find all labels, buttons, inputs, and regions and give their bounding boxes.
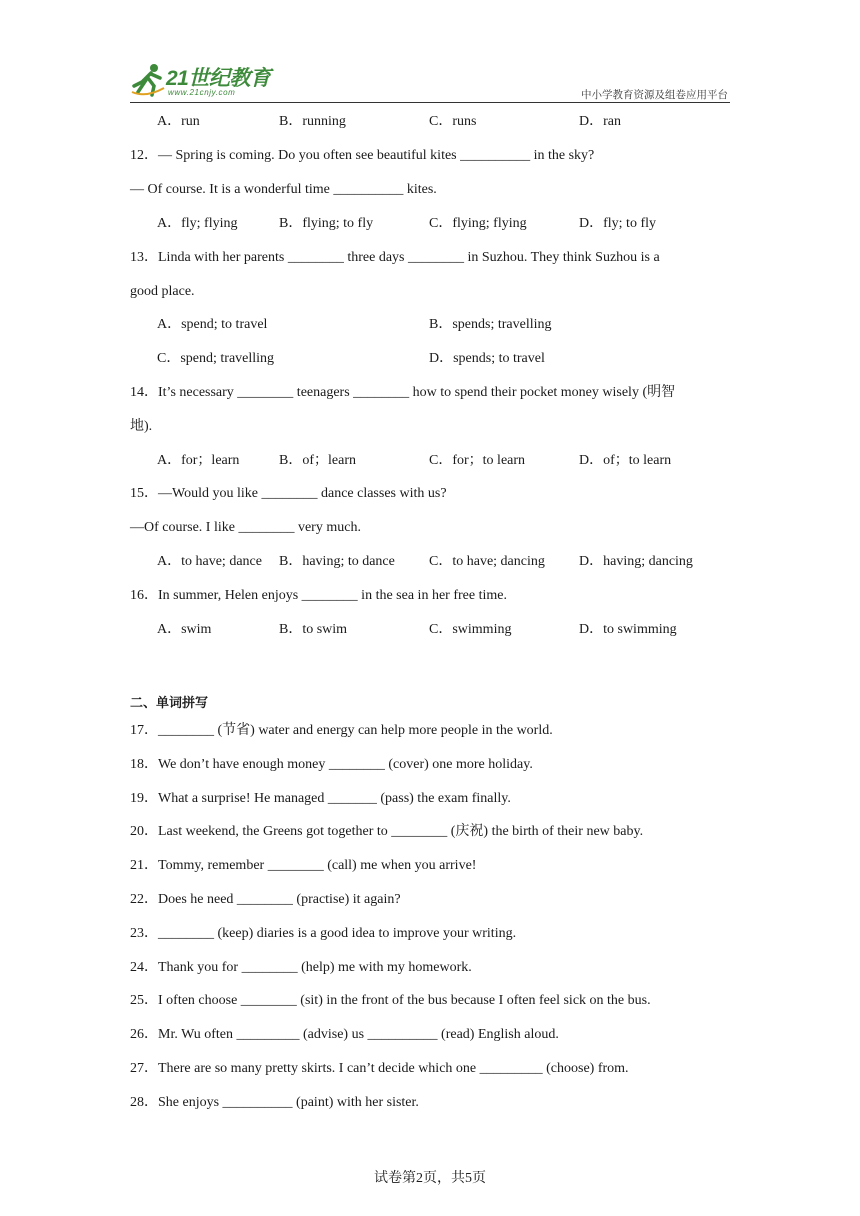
question-19: 19．What a surprise! He managed _______ (pass) the exam finally.: [130, 791, 511, 806]
logo-text: 21世纪教育: [166, 67, 271, 90]
q14-option-a: A．for；learn: [157, 453, 240, 468]
q14-option-c: C．for；to learn: [429, 453, 526, 468]
q12-stem-line1: 12．— Spring is coming. Do you often see beautiful kites __________ in the sky?: [130, 148, 595, 163]
q16-option-d: D．to swimming: [579, 622, 677, 637]
q15-option-d: D．having; dancing: [579, 554, 693, 569]
question-25: 25．I often choose ________ (sit) in the front of the bus because I often feel sick on the bus.: [130, 993, 651, 1008]
q12-stem-line2: — Of course. It is a wonderful time __________ kites.: [130, 182, 437, 197]
q14-option-d: D．of；to learn: [579, 453, 672, 468]
q11-option-d: D．ran: [579, 114, 621, 129]
q15-option-b: B．having; to dance: [279, 554, 395, 569]
q15-stem-line1: 15．—Would you like ________ dance classes with us?: [130, 486, 447, 501]
q13-option-c: C．spend; travelling: [157, 351, 275, 366]
page-header: [130, 60, 730, 103]
q13-stem-line2: good place.: [130, 284, 195, 299]
q14-stem-line2: 地).: [130, 419, 153, 434]
q11-option-b: B．running: [279, 114, 346, 129]
q16-option-b: B．to swim: [279, 622, 348, 637]
question-23: 23．________ (keep) diaries is a good idea to improve your writing.: [130, 926, 517, 941]
q11-option-c: C．runs: [429, 114, 477, 129]
q12-option-b: B．flying; to fly: [279, 216, 374, 231]
section-title-spelling: 二、单词拼写: [130, 696, 209, 711]
question-22: 22．Does he need ________ (practise) it again?: [130, 892, 401, 907]
q14-stem-line1: 14．It’s necessary ________ teenagers ________ how to spend their pocket money wisely (明智: [130, 385, 676, 400]
question-24: 24．Thank you for ________ (help) me with my homework.: [130, 960, 472, 975]
runner-logo-icon: [130, 62, 166, 98]
question-21: 21．Tommy, remember ________ (call) me when you arrive!: [130, 858, 477, 873]
platform-name: 中小学教育资源及组卷应用平台: [581, 89, 728, 101]
page-footer: 试卷第2页，共5页: [374, 1171, 486, 1186]
q12-option-c: C．flying; flying: [429, 216, 527, 231]
q13-option-a: A．spend; to travel: [157, 317, 268, 332]
question-17: 17．________ (节省) water and energy can help more people in the world.: [130, 723, 553, 738]
q12-option-a: A．fly; flying: [157, 216, 238, 231]
q15-option-c: C．to have; dancing: [429, 554, 545, 569]
q11-option-a: A．run: [157, 114, 200, 129]
logo-url: www.21cnjy.com: [168, 88, 236, 97]
q15-option-a: A．to have; dance: [157, 554, 262, 569]
q16-option-a: A．swim: [157, 622, 212, 637]
question-27: 27．There are so many pretty skirts. I can’t decide which one _________ (choose) from.: [130, 1061, 629, 1076]
question-18: 18．We don’t have enough money ________ (cover) one more holiday.: [130, 757, 533, 772]
q13-option-b: B．spends; travelling: [429, 317, 552, 332]
q13-option-d: D．spends; to travel: [429, 351, 545, 366]
q14-option-b: B．of；learn: [279, 453, 356, 468]
q16-stem-line1: 16．In summer, Helen enjoys ________ in the sea in her free time.: [130, 588, 507, 603]
site-logo: [130, 60, 290, 100]
question-20: 20．Last weekend, the Greens got together to ________ (庆祝) the birth of their new baby.: [130, 824, 644, 839]
q16-option-c: C．swimming: [429, 622, 512, 637]
q12-option-d: D．fly; to fly: [579, 216, 656, 231]
question-28: 28．She enjoys __________ (paint) with her sister.: [130, 1095, 419, 1110]
question-26: 26．Mr. Wu often _________ (advise) us __________ (read) English aloud.: [130, 1027, 559, 1042]
q15-stem-line2: —Of course. I like ________ very much.: [130, 520, 361, 535]
q13-stem-line1: 13．Linda with her parents ________ three days ________ in Suzhou. They think Suzhou is a: [130, 250, 660, 265]
